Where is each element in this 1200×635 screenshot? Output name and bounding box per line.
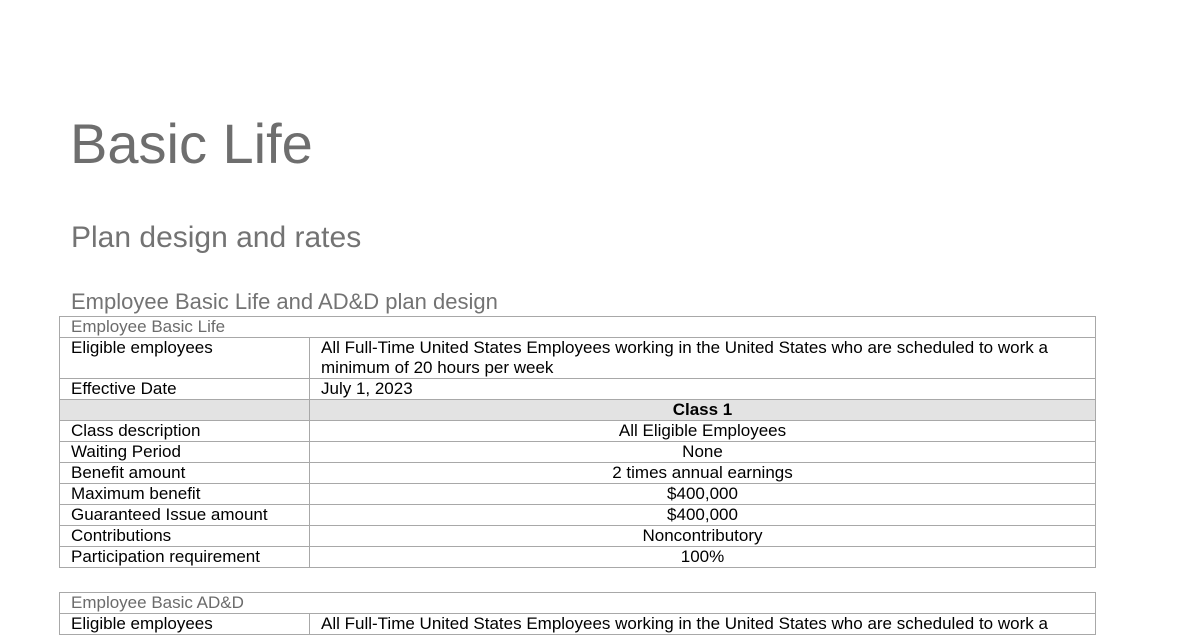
table-row <box>60 421 1096 442</box>
table-section-row <box>60 317 1096 338</box>
table-section-row <box>60 593 1096 614</box>
section-heading: Employee Basic Life and AD&D plan design <box>71 289 498 314</box>
row-value: All Full-Time United States Employees working in the United States who are scheduled to work a minimum of 20 hours per week <box>310 338 1096 379</box>
row-label: Contributions <box>60 526 310 547</box>
row-value: Noncontributory <box>310 526 1096 547</box>
row-label: Eligible employees <box>60 614 310 635</box>
row-label: Maximum benefit <box>60 484 310 505</box>
class-header: Class 1 <box>310 400 1096 421</box>
basic-life-table <box>59 316 1096 568</box>
page-subtitle: Plan design and rates <box>71 221 362 254</box>
row-value: July 1, 2023 <box>310 379 1096 400</box>
row-label: Effective Date <box>60 379 310 400</box>
row-value: $400,000 <box>310 505 1096 526</box>
page-title: Basic Life <box>70 112 313 175</box>
row-label: Guaranteed Issue amount <box>60 505 310 526</box>
table-row <box>60 614 1096 635</box>
row-value: All Eligible Employees <box>310 421 1096 442</box>
table-section-label: Employee Basic AD&D <box>60 593 1096 614</box>
row-value: $400,000 <box>310 484 1096 505</box>
header-blank-cell <box>60 400 310 421</box>
table-row <box>60 505 1096 526</box>
table-section-label: Employee Basic Life <box>60 317 1096 338</box>
table-header-row <box>60 400 1096 421</box>
row-value: None <box>310 442 1096 463</box>
row-value: 100% <box>310 547 1096 568</box>
row-label: Waiting Period <box>60 442 310 463</box>
table-row <box>60 526 1096 547</box>
row-label: Eligible employees <box>60 338 310 379</box>
row-label: Participation requirement <box>60 547 310 568</box>
basic-add-table <box>59 592 1096 635</box>
table-row <box>60 379 1096 400</box>
row-value: All Full-Time United States Employees working in the United States who are scheduled to work a <box>310 614 1096 635</box>
row-label: Class description <box>60 421 310 442</box>
table-row <box>60 547 1096 568</box>
table-row <box>60 338 1096 379</box>
table-row <box>60 484 1096 505</box>
row-label: Benefit amount <box>60 463 310 484</box>
table-row <box>60 442 1096 463</box>
row-value: 2 times annual earnings <box>310 463 1096 484</box>
table-row <box>60 463 1096 484</box>
